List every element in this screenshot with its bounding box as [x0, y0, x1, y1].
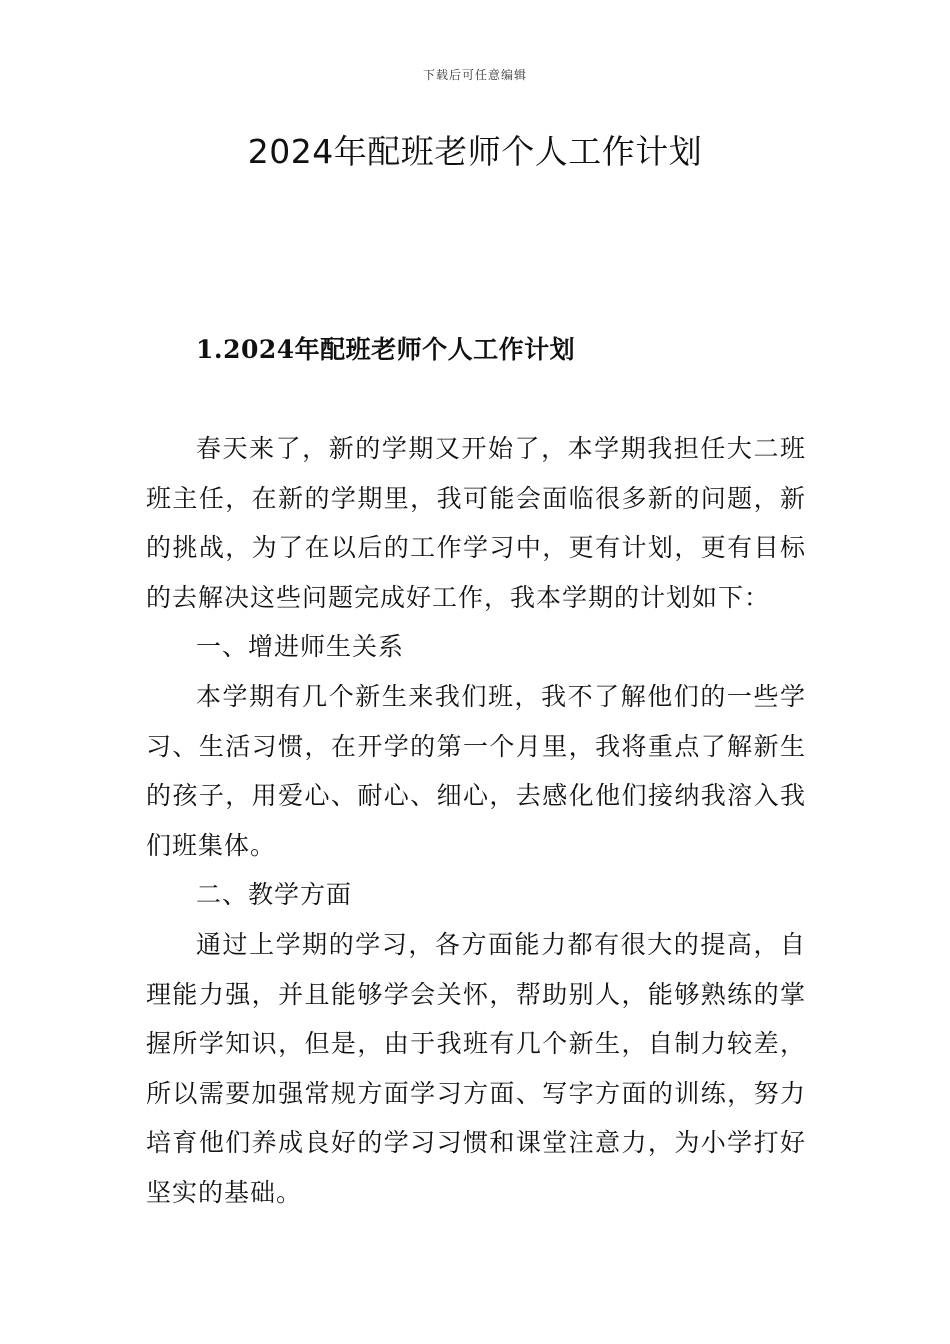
paragraph-intro: 春天来了，新的学期又开始了，本学期我担任大二班班主任，在新的学期里，我可能会面临很多新的问题，新的挑战，为了在以后的工作学习中，更有计划，更有目标的去解决这些问题完成好工作，我本学期的计划如下： — [146, 434, 806, 612]
paragraph-new-students: 本学期有几个新生来我们班，我不了解他们的一些学习、生活习惯，在开学的第一个月里，我将重点了解新生的孩子，用爱心、耐心、细心，去感化他们接纳我溶入我们班集体。 — [146, 681, 806, 860]
header-note: 下载后可任意编辑 — [422, 68, 527, 82]
paragraph-teaching: 通过上学期的学习，各方面能力都有很大的提高，自理能力强，并且能够学会关怀，帮助别人，能够熟练的掌握所学知识，但是，由于我班有几个新生，自制力较差，所以需要加强常规方面学习方面、写字方面的训练，努力培育他们养成良好的学习习惯和课堂注意力，为小学打好坚实的基础。 — [146, 929, 806, 1207]
document-body — [146, 424, 806, 1218]
heading-teaching: 二、教学方面 — [196, 880, 353, 910]
heading-teacher-student-relation: 一、增进师生关系 — [196, 632, 405, 662]
document-title: 2024年配班老师个人工作计划 — [247, 132, 703, 171]
section-title: 1.2024年配班老师个人工作计划 — [196, 335, 576, 364]
